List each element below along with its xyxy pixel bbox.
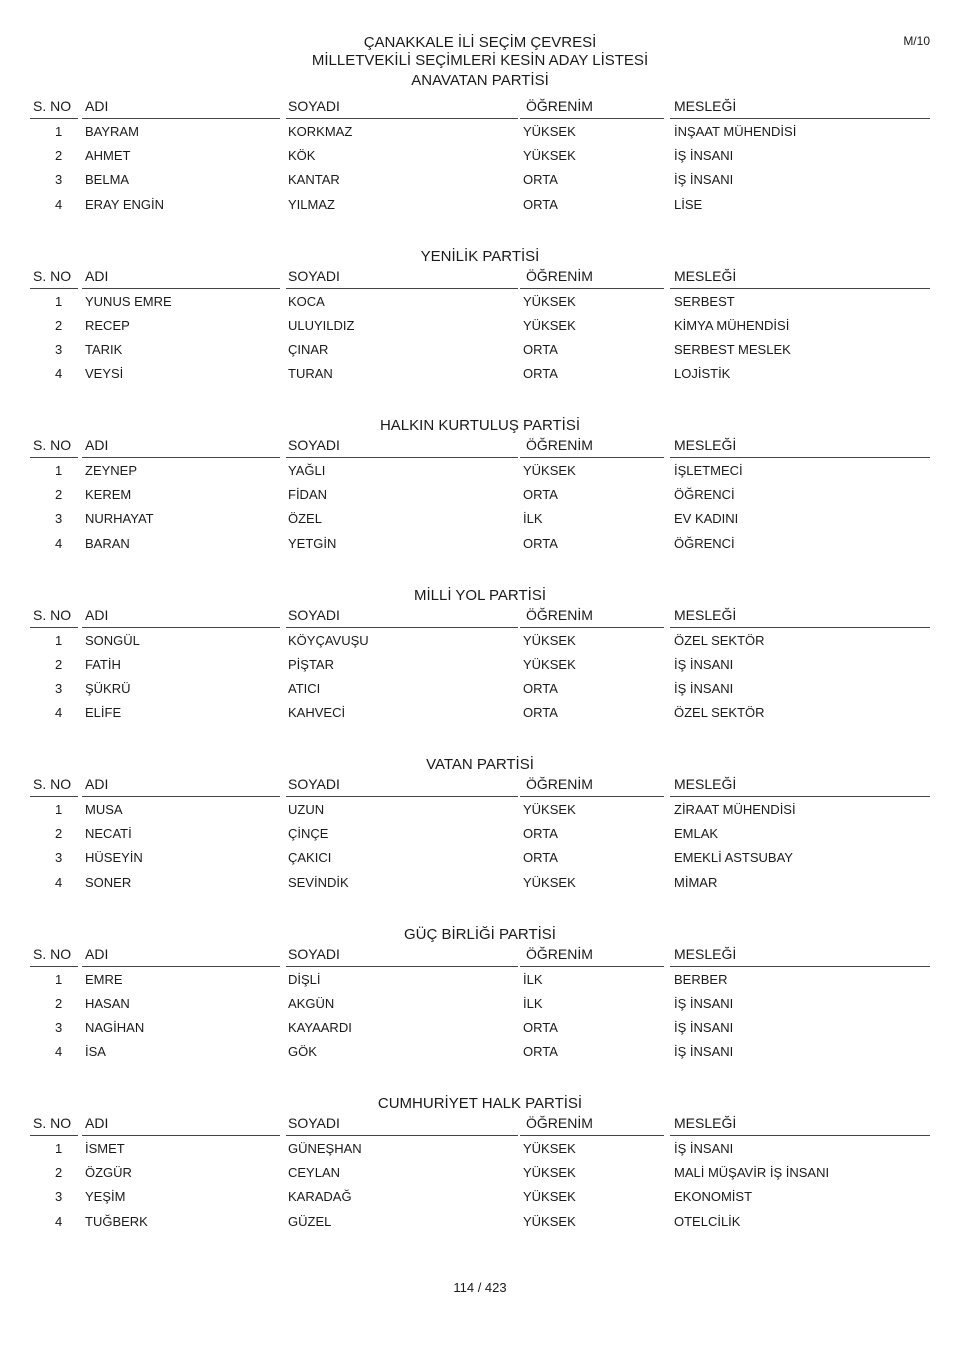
candidate-surname: TURAN bbox=[288, 366, 333, 382]
candidate-no: 4 bbox=[55, 366, 63, 382]
column-header-row bbox=[0, 98, 960, 120]
candidate-name: HASAN bbox=[85, 995, 130, 1011]
column-header-row bbox=[0, 946, 960, 968]
column-header-name: ADI bbox=[85, 267, 109, 284]
candidate-row bbox=[0, 197, 960, 217]
candidate-education: YÜKSEK bbox=[523, 1189, 576, 1205]
candidate-row bbox=[0, 366, 960, 386]
candidate-education: YÜKSEK bbox=[523, 293, 576, 309]
candidate-no: 1 bbox=[55, 632, 63, 648]
column-header-surname: SOYADI bbox=[288, 776, 340, 792]
candidate-surname: GÜNEŞHAN bbox=[288, 1141, 362, 1156]
column-header-surname: SOYADI bbox=[288, 1115, 340, 1131]
party-title: MİLLİ YOL PARTİSİ bbox=[414, 586, 546, 604]
column-header-profession: MESLEĞİ bbox=[674, 1115, 737, 1131]
candidate-surname: KOCA bbox=[288, 293, 325, 309]
column-underline bbox=[286, 288, 518, 289]
candidate-no: 1 bbox=[55, 1141, 63, 1156]
candidate-no: 4 bbox=[55, 1213, 63, 1229]
candidate-name: İSA bbox=[85, 1044, 106, 1060]
candidate-surname: DİŞLİ bbox=[288, 971, 321, 987]
party-title: VATAN PARTİSİ bbox=[426, 756, 534, 773]
column-underline bbox=[286, 796, 518, 797]
column-header-row bbox=[0, 1115, 960, 1137]
column-header-education: ÖĞRENİM bbox=[526, 606, 593, 623]
column-underline bbox=[520, 288, 664, 289]
column-underline bbox=[670, 1135, 930, 1136]
candidate-name: NECATİ bbox=[85, 826, 132, 842]
candidate-surname: FİDAN bbox=[288, 487, 327, 503]
candidate-profession: ÖZEL SEKTÖR bbox=[674, 632, 765, 648]
candidate-no: 2 bbox=[55, 995, 63, 1011]
column-header-name: ADI bbox=[85, 437, 109, 453]
column-header-name: ADI bbox=[85, 1115, 109, 1131]
column-header-education: ÖĞRENİM bbox=[526, 1115, 593, 1131]
column-underline bbox=[670, 288, 930, 289]
candidate-name: YUNUS EMRE bbox=[85, 293, 172, 309]
candidate-no: 4 bbox=[55, 1044, 63, 1060]
candidate-name: VEYSİ bbox=[85, 366, 124, 382]
candidate-education: YÜKSEK bbox=[523, 1165, 576, 1181]
column-underline bbox=[520, 1135, 664, 1136]
candidate-profession: ÖĞRENCİ bbox=[674, 535, 735, 551]
column-header-row bbox=[0, 607, 960, 629]
column-header-education: ÖĞRENİM bbox=[526, 437, 593, 453]
candidate-education: YÜKSEK bbox=[523, 463, 576, 478]
candidate-no: 2 bbox=[55, 826, 63, 842]
column-header-profession: MESLEĞİ bbox=[674, 776, 737, 792]
candidate-row bbox=[0, 172, 960, 192]
column-underline bbox=[520, 966, 664, 967]
column-header-no: S. NO bbox=[33, 1115, 72, 1131]
candidate-profession: EKONOMİST bbox=[674, 1189, 753, 1205]
column-header-surname: SOYADI bbox=[288, 606, 340, 623]
column-header-no: S. NO bbox=[33, 776, 72, 792]
column-underline bbox=[30, 1135, 78, 1136]
candidate-profession: İNŞAAT MÜHENDİSİ bbox=[674, 124, 797, 139]
column-underline bbox=[82, 288, 280, 289]
candidate-profession: EMEKLİ ASTSUBAY bbox=[674, 850, 793, 866]
candidate-row bbox=[0, 1189, 960, 1209]
candidate-no: 2 bbox=[55, 656, 63, 672]
party-title: HALKIN KURTULUŞ PARTİSİ bbox=[379, 417, 581, 434]
candidate-education: İLK bbox=[523, 995, 543, 1011]
column-underline bbox=[286, 1135, 518, 1136]
candidate-surname: ATICI bbox=[288, 680, 321, 696]
column-underline bbox=[82, 627, 280, 628]
candidate-name: MUSA bbox=[85, 802, 123, 817]
candidate-education: ORTA bbox=[523, 341, 558, 357]
candidate-education: YÜKSEK bbox=[523, 632, 576, 648]
column-underline bbox=[30, 118, 78, 119]
candidate-row bbox=[0, 294, 960, 314]
candidate-profession: SERBEST MESLEK bbox=[674, 341, 791, 357]
candidate-row bbox=[0, 826, 960, 846]
candidate-education: ORTA bbox=[523, 826, 558, 842]
column-underline bbox=[82, 796, 280, 797]
candidate-profession: İŞ İNSANI bbox=[674, 148, 734, 164]
column-header-no: S. NO bbox=[33, 606, 72, 623]
column-underline bbox=[30, 627, 78, 628]
candidate-no: 3 bbox=[55, 341, 63, 357]
candidate-name: BARAN bbox=[85, 535, 130, 551]
candidate-education: YÜKSEK bbox=[523, 874, 576, 890]
column-underline bbox=[670, 966, 930, 967]
candidate-row bbox=[0, 511, 960, 531]
candidate-row bbox=[0, 1020, 960, 1040]
column-underline bbox=[82, 1135, 280, 1136]
column-header-name: ADI bbox=[85, 98, 109, 114]
column-underline bbox=[286, 118, 518, 119]
column-underline bbox=[520, 796, 664, 797]
column-underline bbox=[520, 457, 664, 458]
candidate-surname: ÇAKICI bbox=[288, 850, 332, 866]
candidate-row bbox=[0, 1141, 960, 1161]
candidate-profession: MALİ MÜŞAVİR İŞ İNSANI bbox=[674, 1165, 830, 1181]
candidate-profession: ÖĞRENCİ bbox=[674, 487, 735, 503]
column-header-row bbox=[0, 776, 960, 798]
candidate-surname: YAĞLI bbox=[288, 463, 326, 478]
candidate-profession: İŞLETMECİ bbox=[674, 463, 743, 478]
candidate-profession: İŞ İNSANI bbox=[674, 995, 734, 1011]
candidate-no: 2 bbox=[55, 148, 63, 164]
candidate-surname: KAYAARDI bbox=[288, 1019, 352, 1035]
column-header-surname: SOYADI bbox=[288, 98, 340, 114]
candidate-no: 1 bbox=[55, 802, 63, 817]
candidate-education: İLK bbox=[523, 511, 543, 527]
candidate-surname: YILMAZ bbox=[288, 196, 335, 212]
candidate-surname: ULUYILDIZ bbox=[288, 317, 355, 333]
column-header-surname: SOYADI bbox=[288, 945, 340, 962]
column-underline bbox=[520, 118, 664, 119]
column-header-row bbox=[0, 268, 960, 290]
candidate-no: 1 bbox=[55, 971, 63, 987]
candidate-education: YÜKSEK bbox=[523, 317, 576, 333]
candidate-row bbox=[0, 1044, 960, 1064]
column-underline bbox=[670, 118, 930, 119]
candidate-name: AHMET bbox=[85, 148, 131, 164]
candidate-row bbox=[0, 487, 960, 507]
candidate-profession: MİMAR bbox=[674, 874, 718, 890]
candidate-profession: KİMYA MÜHENDİSİ bbox=[674, 317, 790, 333]
candidate-name: ŞÜKRÜ bbox=[85, 680, 131, 696]
candidate-name: İSMET bbox=[85, 1141, 125, 1156]
candidate-no: 2 bbox=[55, 1165, 63, 1181]
candidate-surname: KANTAR bbox=[288, 172, 340, 188]
candidate-name: YEŞİM bbox=[85, 1189, 126, 1205]
column-header-profession: MESLEĞİ bbox=[674, 267, 737, 284]
column-underline bbox=[670, 627, 930, 628]
column-header-education: ÖĞRENİM bbox=[526, 945, 593, 962]
candidate-no: 1 bbox=[55, 124, 63, 139]
candidate-name: EMRE bbox=[85, 971, 123, 987]
column-underline bbox=[286, 457, 518, 458]
column-underline bbox=[82, 457, 280, 458]
candidate-row bbox=[0, 875, 960, 895]
candidate-name: SONER bbox=[85, 874, 132, 890]
candidate-surname: ÇINAR bbox=[288, 341, 329, 357]
candidate-profession: LOJİSTİK bbox=[674, 366, 731, 382]
candidate-name: NURHAYAT bbox=[85, 511, 154, 527]
candidate-surname: UZUN bbox=[288, 802, 325, 817]
column-underline bbox=[30, 966, 78, 967]
candidate-row bbox=[0, 148, 960, 168]
candidate-surname: CEYLAN bbox=[288, 1165, 341, 1181]
column-underline bbox=[30, 796, 78, 797]
candidate-row bbox=[0, 342, 960, 362]
candidate-profession: OTELCİLİK bbox=[674, 1213, 741, 1229]
candidate-row bbox=[0, 972, 960, 992]
document-header bbox=[0, 34, 960, 70]
column-underline bbox=[82, 118, 280, 119]
candidate-row bbox=[0, 850, 960, 870]
candidate-surname: ÇİNÇE bbox=[288, 826, 329, 842]
candidate-row bbox=[0, 705, 960, 725]
column-header-surname: SOYADI bbox=[288, 267, 340, 284]
column-header-profession: MESLEĞİ bbox=[674, 945, 737, 962]
candidate-surname: GÜZEL bbox=[288, 1213, 332, 1229]
candidate-education: YÜKSEK bbox=[523, 656, 576, 672]
candidate-name: SONGÜL bbox=[85, 632, 140, 648]
candidate-row bbox=[0, 802, 960, 822]
candidate-name: ERAY ENGİN bbox=[85, 196, 164, 212]
candidate-no: 3 bbox=[55, 1019, 63, 1035]
page-number: 114 / 423 bbox=[453, 1280, 507, 1295]
candidate-profession: EV KADINI bbox=[674, 511, 739, 527]
column-header-no: S. NO bbox=[33, 98, 72, 114]
column-header-education: ÖĞRENİM bbox=[526, 98, 593, 114]
column-header-name: ADI bbox=[85, 945, 109, 962]
candidate-name: BELMA bbox=[85, 172, 130, 188]
header-line-2: MİLLETVEKİLİ SEÇİMLERİ KESİN ADAY LİSTESİ bbox=[311, 52, 649, 69]
party-title: ANAVATAN PARTİSİ bbox=[411, 72, 549, 89]
candidate-profession: İŞ İNSANI bbox=[674, 1044, 734, 1060]
candidate-profession: İŞ İNSANI bbox=[674, 172, 734, 188]
candidate-education: YÜKSEK bbox=[523, 148, 576, 164]
candidate-row bbox=[0, 536, 960, 556]
candidate-no: 2 bbox=[55, 317, 63, 333]
candidate-education: ORTA bbox=[523, 196, 558, 212]
candidate-education: ORTA bbox=[523, 850, 558, 866]
candidate-education: YÜKSEK bbox=[523, 1213, 576, 1229]
candidate-no: 4 bbox=[55, 705, 63, 721]
column-header-no: S. NO bbox=[33, 437, 72, 453]
candidate-profession: İŞ İNSANI bbox=[674, 656, 734, 672]
candidate-education: YÜKSEK bbox=[523, 802, 576, 817]
column-underline bbox=[30, 288, 78, 289]
column-header-name: ADI bbox=[85, 776, 109, 792]
candidate-profession: İŞ İNSANI bbox=[674, 1019, 734, 1035]
column-header-name: ADI bbox=[85, 606, 109, 623]
candidate-education: ORTA bbox=[523, 1044, 558, 1060]
candidate-education: ORTA bbox=[523, 535, 558, 551]
header-line-1: ÇANAKKALE İLİ SEÇİM ÇEVRESİ bbox=[363, 34, 597, 51]
column-header-education: ÖĞRENİM bbox=[526, 776, 593, 792]
candidate-no: 3 bbox=[55, 1189, 63, 1205]
column-underline bbox=[286, 627, 518, 628]
candidate-profession: LİSE bbox=[674, 196, 703, 212]
candidate-no: 4 bbox=[55, 196, 63, 212]
candidate-education: ORTA bbox=[523, 487, 558, 503]
column-header-profession: MESLEĞİ bbox=[674, 606, 737, 623]
candidate-no: 1 bbox=[55, 463, 63, 478]
candidate-profession: İŞ İNSANI bbox=[674, 680, 734, 696]
party-title: GÜÇ BİRLİĞİ PARTİSİ bbox=[404, 925, 556, 943]
candidate-profession: İŞ İNSANI bbox=[674, 1141, 734, 1156]
candidate-name: KEREM bbox=[85, 487, 132, 503]
candidate-surname: ÖZEL bbox=[288, 511, 322, 527]
candidate-education: ORTA bbox=[523, 1019, 558, 1035]
candidate-surname: KÖYÇAVUŞU bbox=[288, 632, 369, 648]
candidate-row bbox=[0, 633, 960, 653]
party-title: YENİLİK PARTİSİ bbox=[420, 247, 540, 265]
candidate-no: 3 bbox=[55, 172, 63, 188]
candidate-name: ELİFE bbox=[85, 705, 122, 721]
candidate-profession: SERBEST bbox=[674, 293, 735, 309]
candidate-no: 3 bbox=[55, 511, 63, 527]
candidate-education: ORTA bbox=[523, 705, 558, 721]
candidate-name: RECEP bbox=[85, 317, 130, 333]
candidate-education: YÜKSEK bbox=[523, 124, 576, 139]
candidate-name: TARIK bbox=[85, 341, 123, 357]
candidate-no: 4 bbox=[55, 874, 63, 890]
candidate-row bbox=[0, 1165, 960, 1185]
column-header-row bbox=[0, 437, 960, 459]
candidate-profession: EMLAK bbox=[674, 826, 719, 842]
column-underline bbox=[670, 457, 930, 458]
column-header-no: S. NO bbox=[33, 945, 72, 962]
candidate-surname: KARADAĞ bbox=[288, 1189, 352, 1205]
candidate-surname: KAHVECİ bbox=[288, 705, 346, 721]
candidate-no: 2 bbox=[55, 487, 63, 503]
column-underline bbox=[520, 627, 664, 628]
candidate-education: YÜKSEK bbox=[523, 1141, 576, 1156]
column-header-surname: SOYADI bbox=[288, 437, 340, 453]
candidate-surname: KÖK bbox=[288, 148, 316, 164]
column-header-profession: MESLEĞİ bbox=[674, 98, 737, 114]
candidate-profession: ZİRAAT MÜHENDİSİ bbox=[674, 802, 796, 817]
candidate-surname: SEVİNDİK bbox=[288, 874, 349, 890]
candidate-no: 3 bbox=[55, 850, 63, 866]
candidate-education: İLK bbox=[523, 971, 543, 987]
candidate-row bbox=[0, 681, 960, 701]
candidate-name: BAYRAM bbox=[85, 124, 139, 139]
candidate-row bbox=[0, 996, 960, 1016]
candidate-row bbox=[0, 463, 960, 483]
candidate-surname: AKGÜN bbox=[288, 995, 335, 1011]
candidate-name: NAGİHAN bbox=[85, 1019, 145, 1035]
candidate-no: 3 bbox=[55, 680, 63, 696]
column-underline bbox=[82, 966, 280, 967]
candidate-name: ÖZGÜR bbox=[85, 1165, 132, 1181]
column-header-profession: MESLEĞİ bbox=[674, 437, 737, 453]
column-underline bbox=[286, 966, 518, 967]
candidate-row bbox=[0, 1214, 960, 1234]
column-header-education: ÖĞRENİM bbox=[526, 267, 593, 284]
candidate-row bbox=[0, 657, 960, 677]
page-code: M/10 bbox=[903, 34, 930, 48]
candidate-name: ZEYNEP bbox=[85, 463, 138, 478]
candidate-surname: GÖK bbox=[288, 1044, 317, 1060]
column-underline bbox=[670, 796, 930, 797]
candidate-no: 1 bbox=[55, 293, 63, 309]
candidate-no: 4 bbox=[55, 535, 63, 551]
candidate-profession: ÖZEL SEKTÖR bbox=[674, 705, 765, 721]
column-header-no: S. NO bbox=[33, 267, 72, 284]
candidate-name: TUĞBERK bbox=[85, 1213, 148, 1229]
party-title: CUMHURİYET HALK PARTİSİ bbox=[377, 1095, 583, 1112]
candidate-surname: YETGİN bbox=[288, 535, 337, 551]
candidate-name: FATİH bbox=[85, 656, 121, 672]
candidate-name: HÜSEYİN bbox=[85, 850, 143, 866]
candidate-profession: BERBER bbox=[674, 971, 728, 987]
candidate-surname: PİŞTAR bbox=[288, 656, 334, 672]
candidate-education: ORTA bbox=[523, 366, 558, 382]
candidate-education: ORTA bbox=[523, 680, 558, 696]
column-underline bbox=[30, 457, 78, 458]
candidate-row bbox=[0, 318, 960, 338]
candidate-education: ORTA bbox=[523, 172, 558, 188]
candidate-surname: KORKMAZ bbox=[288, 124, 353, 139]
candidate-row bbox=[0, 124, 960, 144]
